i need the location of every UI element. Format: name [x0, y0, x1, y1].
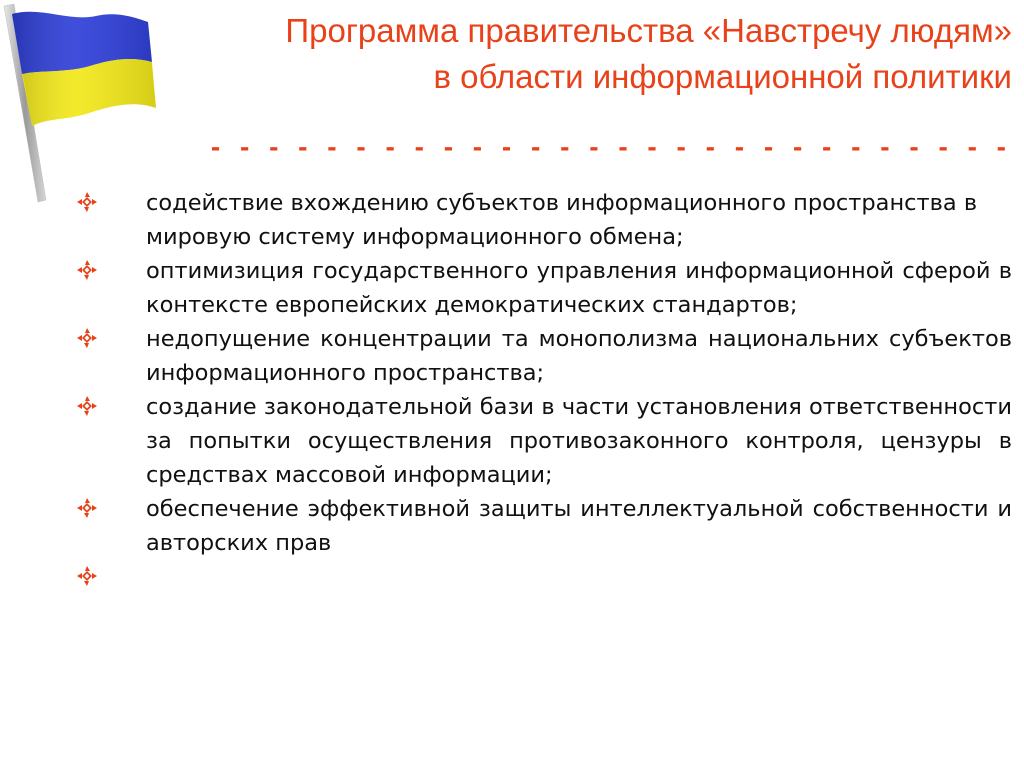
list-item [72, 254, 1012, 322]
bullet-text: содействие вхождению субъектов информационного пространства в мировую систему информационного обмена; [146, 190, 978, 250]
bullet-text: обеспечение эффективной защиты интеллектуальной собственности и авторских прав [146, 496, 1012, 556]
list-item [72, 390, 1012, 492]
dashed-divider: - - - - - - - - - - - - - - - - - - - - - - - - - - - - [210, 134, 1012, 160]
title-line-1: Программа правительства «Навстречу людям» [285, 12, 1012, 49]
bullet-text: создание законодательной бази в части установления ответственности за попытки осуществления противозаконного контроля, цензуры в средствах массовой информации; [146, 394, 1012, 488]
list-item [72, 492, 1012, 560]
slide-title [140, 8, 1012, 100]
ukraine-flag-icon [0, 0, 160, 210]
diamond-bullet-icon [76, 327, 98, 349]
list-item [72, 186, 1012, 254]
diamond-bullet-icon [76, 497, 98, 519]
bullet-text: оптимизиция государственного управления информационной сферой в контексте европейских демократических стандартов; [146, 258, 1012, 318]
title-line-2: в области информационной политики [433, 58, 1012, 95]
diamond-bullet-icon [76, 395, 98, 417]
list-item [72, 322, 1012, 390]
diamond-bullet-icon [76, 259, 98, 281]
diamond-bullet-icon [76, 565, 98, 587]
list-item [72, 560, 1012, 594]
bullet-list [72, 186, 1012, 594]
diamond-bullet-icon [76, 191, 98, 213]
bullet-text: недопущение концентрации та монополизма национальних субъектов информационного пространства; [146, 326, 1012, 386]
